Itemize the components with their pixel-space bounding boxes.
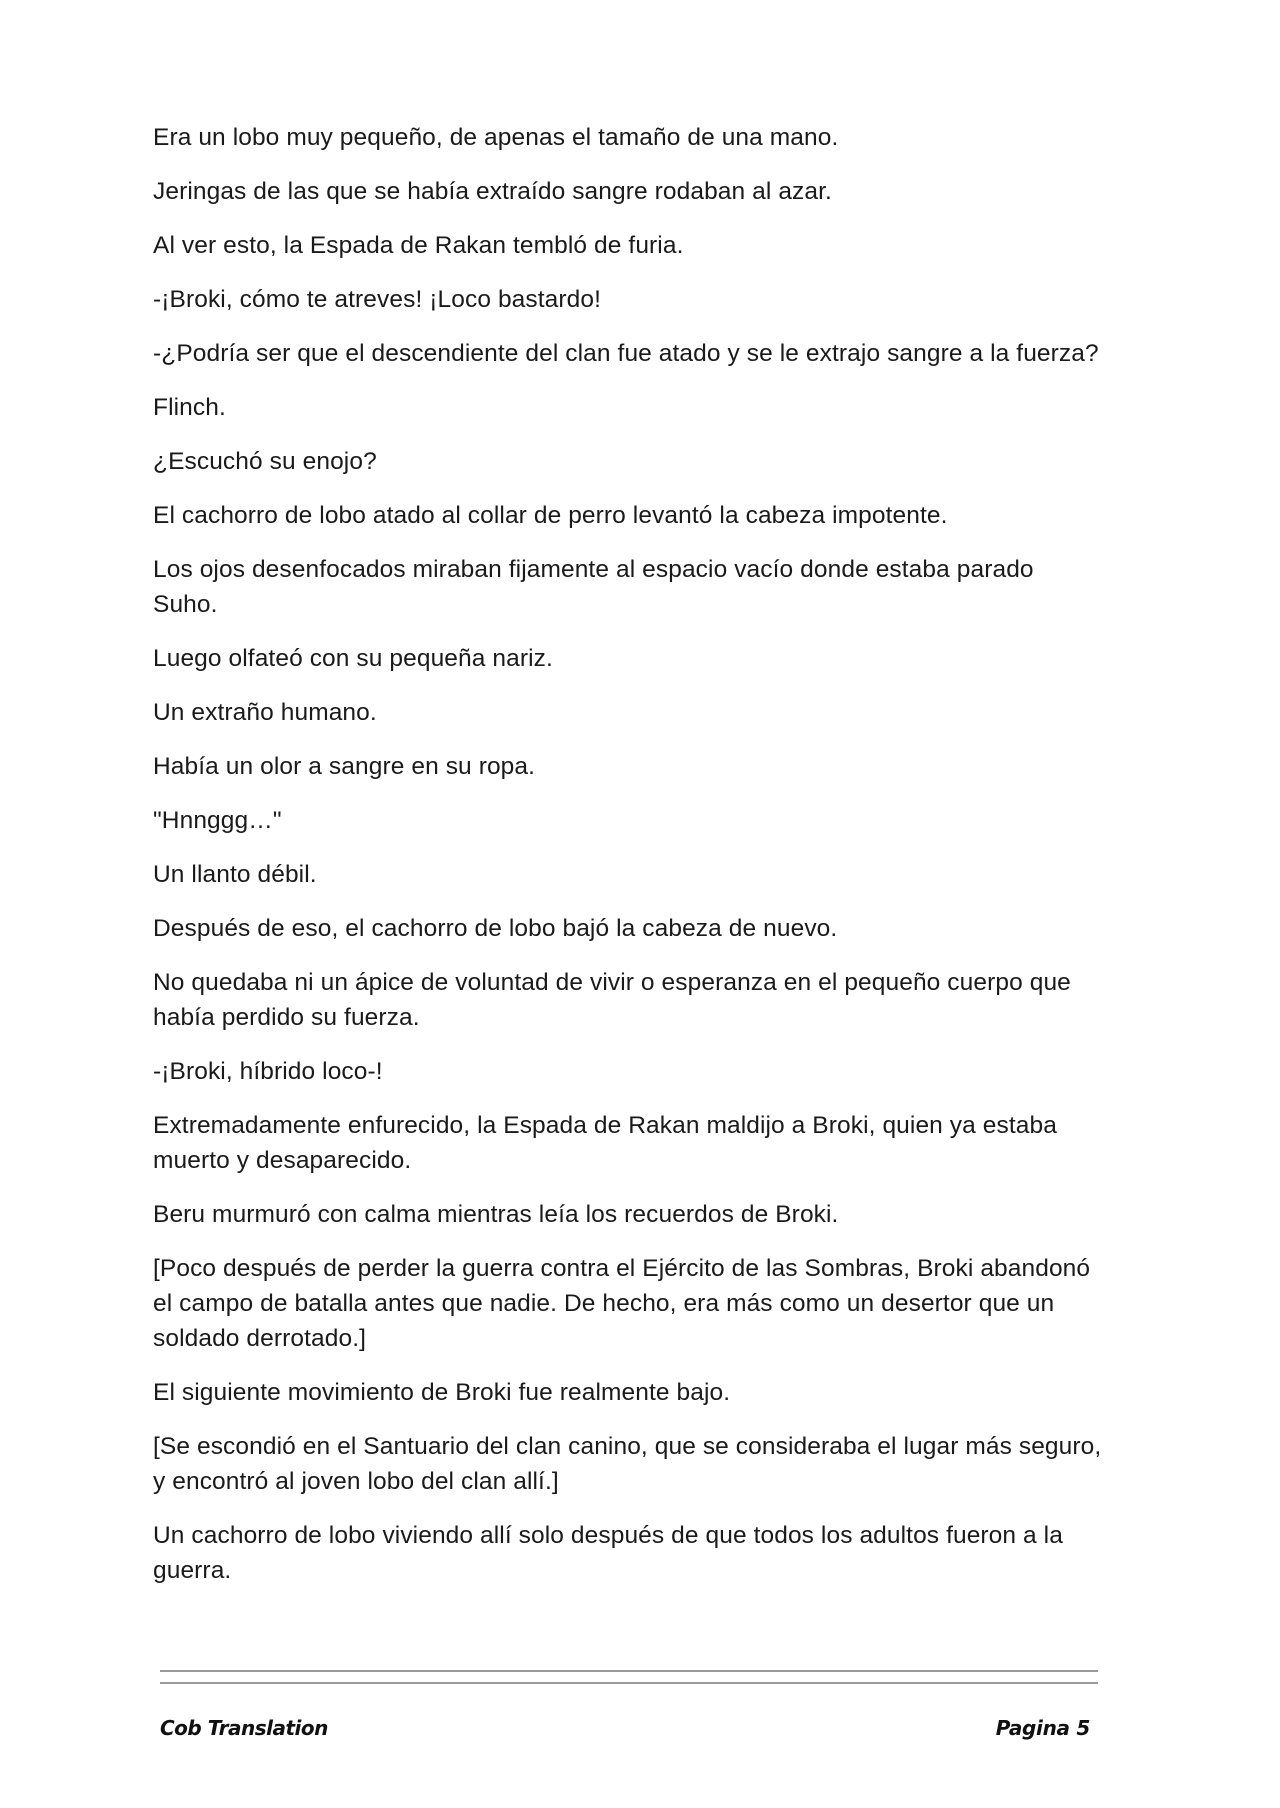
paragraph: "Hnnggg…" [153, 807, 282, 834]
paragraph: Beru murmuró con calma mientras leía los recuerdos de Broki. [153, 1201, 839, 1228]
paragraph: El siguiente movimiento de Broki fue realmente bajo. [153, 1379, 731, 1406]
paragraph: Al ver esto, la Espada de Rakan tembló de furia. [153, 232, 684, 259]
paragraph: Los ojos desenfocados miraban fijamente al espacio vacío donde estaba parado Suho. [153, 556, 1034, 618]
footer-rule-top [160, 1670, 1098, 1672]
paragraph: Flinch. [153, 394, 226, 421]
paragraph: Jeringas de las que se había extraído sangre rodaban al azar. [153, 178, 832, 205]
paragraph: Había un olor a sangre en su ropa. [153, 753, 536, 780]
paragraph: Después de eso, el cachorro de lobo bajó la cabeza de nuevo. [153, 915, 838, 942]
paragraph: [Poco después de perder la guerra contra el Ejército de las Sombras, Broki abandonó el campo de batalla antes que nadie. De hecho, era más como un desertor que un soldado derrotado.] [153, 1255, 1091, 1352]
footer-rule-bottom [160, 1682, 1098, 1684]
paragraph: Un llanto débil. [153, 861, 317, 888]
paragraph: -¡Broki, cómo te atreves! ¡Loco bastardo! [153, 286, 602, 313]
paragraph: Extremadamente enfurecido, la Espada de Rakan maldijo a Broki, quien ya estaba muerto y desaparecido. [153, 1112, 1057, 1174]
paragraph: -¡Broki, híbrido loco-! [153, 1058, 383, 1085]
footer-divider [160, 1670, 1098, 1694]
paragraph: -¿Podría ser que el descendiente del clan fue atado y se le extrajo sangre a la fuerza? [153, 340, 1099, 367]
paragraph: Un cachorro de lobo viviendo allí solo después de que todos los adultos fueron a la guerra. [153, 1522, 1063, 1584]
page-body [153, 120, 1103, 1607]
paragraph: ¿Escuchó su enojo? [153, 448, 377, 475]
page-footer [160, 1716, 1090, 1746]
paragraph: No quedaba ni un ápice de voluntad de vivir o esperanza en el pequeño cuerpo que había perdido su fuerza. [153, 969, 1071, 1031]
paragraph: Era un lobo muy pequeño, de apenas el tamaño de una mano. [153, 124, 839, 151]
paragraph: [Se escondió en el Santuario del clan canino, que se consideraba el lugar más seguro, y encontró al joven lobo del clan allí.] [153, 1433, 1102, 1495]
paragraph: Un extraño humano. [153, 699, 377, 726]
footer-translator-name: Cob Translation [160, 1716, 328, 1740]
footer-page-number: Pagina 5 [995, 1716, 1090, 1740]
paragraph: El cachorro de lobo atado al collar de perro levantó la cabeza impotente. [153, 502, 948, 529]
paragraph: Luego olfateó con su pequeña nariz. [153, 645, 553, 672]
